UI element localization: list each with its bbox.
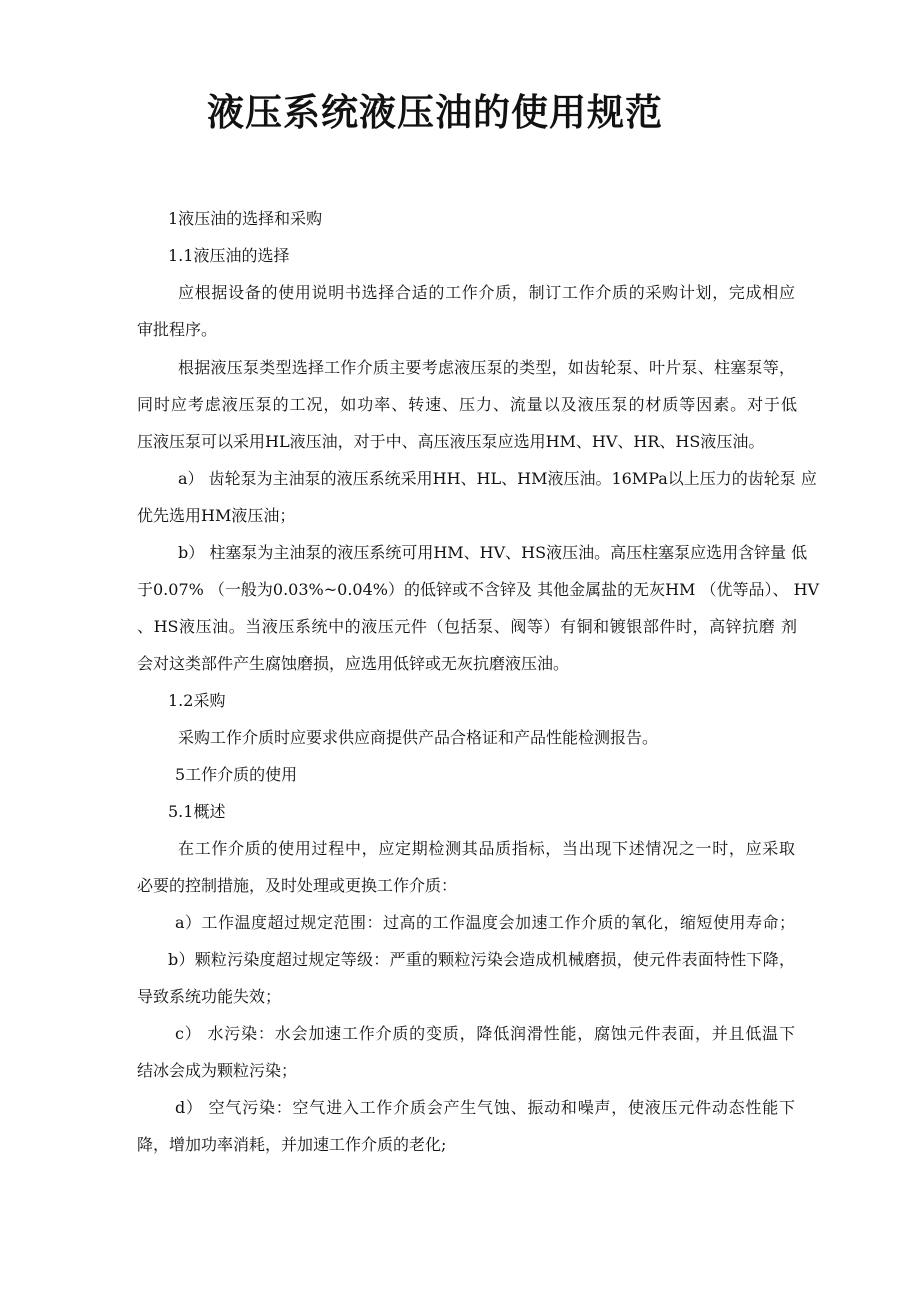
list-item-b-cont: 于0.07% （一般为0.03%~0.04%）的低锌或不含锌及 其他金属盐的无灰HM （优等品）、 HV: [137, 580, 820, 599]
list-item-a-cont: 优先选用HM液压油；: [137, 506, 296, 525]
heading-section-5-1: 5.1概述: [168, 802, 226, 821]
heading-section-5: 5工作介质的使用: [175, 765, 298, 784]
paragraph-line: 必要的控制措施，及时处理或更换工作介质：: [137, 876, 458, 895]
list-item-c: c） 水污染：水会加速工作介质的变质，降低润滑性能，腐蚀元件表面，并且低温下: [175, 1024, 795, 1043]
list-item-d-cont: 降，增加功率消耗，并加速工作介质的老化;: [137, 1135, 447, 1154]
paragraph-line: 压液压泵可以采用HL液压油，对于中、高压液压泵应选用HM、HV、HR、HS液压油。: [137, 432, 765, 451]
heading-section-1-2: 1.2采购: [168, 691, 226, 710]
heading-section-1-1: 1.1液压油的选择: [168, 246, 290, 265]
list-item-a: a） 齿轮泵为主油泵的液压系统采用HH、HL、HM液压油。16MPa以上压力的齿轮泵 应: [178, 469, 817, 488]
paragraph-line: 同时应考虑液压泵的工况，如功率、转速、压力、流量以及液压泵的材质等因素。对于低: [137, 395, 797, 414]
list-item-b-cont: 导致系统功能失效；: [137, 987, 282, 1006]
list-item-b: b）颗粒污染度超过规定等级：严重的颗粒污染会造成机械磨损，使元件表面特性下降，: [168, 950, 795, 969]
list-item-c-cont: 结冰会成为颗粒污染；: [137, 1061, 298, 1080]
paragraph-line: 根据液压泵类型选择工作介质主要考虑液压泵的类型，如齿轮泵、叶片泵、柱塞泵等，: [178, 358, 795, 377]
document-title: 液压系统液压油的使用规范: [207, 91, 663, 134]
list-item-b-cont: 、HS液压油。当液压系统中的液压元件（包括泵、阀等）有铜和镀银部件时，高锌抗磨 剂: [137, 617, 797, 636]
list-item-a: a）工作温度超过规定范围：过高的工作温度会加速工作介质的氧化，缩短使用寿命；: [175, 913, 795, 932]
paragraph-line: 在工作介质的使用过程中，应定期检测其品质指标，当出现下述情况之一时，应采取: [178, 839, 795, 858]
heading-section-1: 1液压油的选择和采购: [168, 209, 323, 228]
paragraph-line: 采购工作介质时应要求供应商提供产品合格证和产品性能检测报告。: [178, 728, 659, 747]
list-item-b-cont: 会对这类部件产生腐蚀磨损，应选用低锌或无灰抗磨液压油。: [137, 654, 570, 673]
list-item-b: b） 柱塞泵为主油泵的液压系统可用HM、HV、HS液压油。高压柱塞泵应选用含锌量 低: [178, 543, 808, 562]
list-item-d: d） 空气污染：空气进入工作介质会产生气蚀、振动和噪声，使液压元件动态性能下: [175, 1098, 795, 1117]
paragraph-line: 审批程序。: [137, 320, 218, 339]
paragraph-line: 应根据设备的使用说明书选择合适的工作介质，制订工作介质的采购计划，完成相应: [178, 283, 795, 302]
